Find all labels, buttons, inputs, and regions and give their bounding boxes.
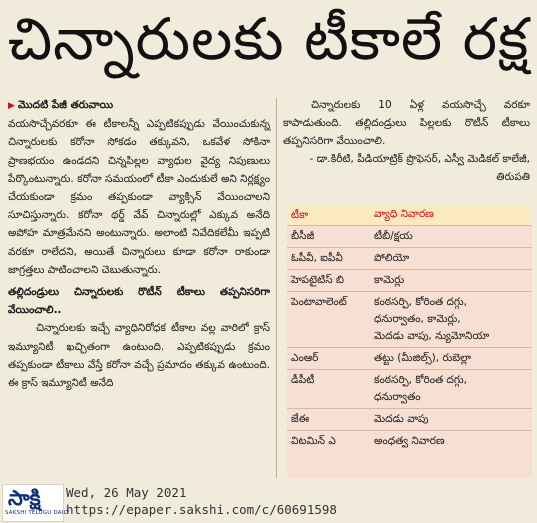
vaccine-cell: విటమిన్ ఎ: [291, 435, 336, 447]
vaccine-cell: డీపీటీ: [291, 374, 315, 386]
vaccine-cell: హెపటైటిస్ బి: [291, 274, 345, 286]
table-row: [287, 247, 532, 269]
table-header: [287, 206, 532, 225]
disease-cell: [370, 226, 532, 247]
kicker: [8, 96, 270, 115]
body-paragraph-1: వయసొచ్చేవరకూ ఈ టీకాలన్నీ ఎప్పటికప్పుడు వేయించుకున్న చిన్నారులకు కరోనా సోకడం తక్కువని, ఒకవేళ సోకినా ప్రాణభయం ఉండదని చిన్నపిల్లల వ్యాధుల వైద్య నిపుణులు పేర్కొంటున్నారు. కరోనా సమయంలో టీకా ఎందుకులే అని నిర్లక్ష్యం చేయకుండా క్రమం తప్పకుండా వ్యాక్సిన్ వేయించాలని సూచిస్తున్నారు. కరోనా థర్డ్ వేవ్ చిన్నారుల్లో ఎక్కువ అనేది అపోహ మాత్రమేనని అంటున్నారు. అలాంటి నివేదికలేమీ ఇప్పటి వరకూ రాలేదని, అయితే చిన్నారులు కూడా కరోనా రాకుండా జాగ్రత్తలు పాటించాలని చెబుతున్నారు.: [8, 118, 270, 276]
table-row: [287, 430, 532, 452]
body-paragraph-3: చిన్నారులకు 10 ఏళ్ల వయసొచ్చే వరకూ కాపాడుతుంది. తల్లిదండ్రులు పిల్లలకు రొటీన్ టీకాలు తప్పనిసరిగా వేయించాలి.: [283, 99, 530, 147]
vaccine-cell: పెంటావాలెంట్: [291, 296, 347, 308]
disease-line: అంధత్వ నివారణ: [374, 435, 445, 447]
disease-line: ధనుర్వాతం: [374, 391, 421, 403]
disease-line: పోలియో: [374, 252, 410, 264]
byline: - డా.కిరీటి, పీడియాట్రిక్ ప్రొఫెసర్, ఎస్వీ మెడికల్ కాలేజీ, తిరుపతి: [309, 153, 530, 183]
vaccine-cell: ఓపీవీ, ఐపీవీ: [291, 252, 343, 264]
disease-line: తట్టు (మీజిల్స్), రుబెల్లా: [374, 352, 472, 364]
sakshi-logo: సాక్షి: [8, 486, 41, 510]
disease-line: కంఠసర్పి, కోరింత దగ్గు,: [374, 296, 468, 308]
column-divider: [276, 98, 277, 478]
epaper-link[interactable]: https://epaper.sakshi.com/c/60691598: [66, 502, 337, 517]
disease-cell: [370, 248, 532, 269]
disease-line: టీబీ/క్షయ: [374, 230, 413, 242]
right-column: [283, 96, 530, 186]
disease-cell: [370, 431, 532, 452]
kicker-text: మొదటి పేజీ తరువాయి: [17, 99, 114, 111]
disease-line: మెదడు వాపు: [374, 413, 429, 425]
table-row: [287, 291, 532, 347]
triangle-bullet-icon: ▶: [8, 101, 15, 111]
table-row: [287, 408, 532, 430]
disease-cell: [370, 292, 532, 347]
table-row: [287, 369, 532, 408]
disease-line: కామెర్లు: [374, 274, 405, 286]
table-row: [287, 225, 532, 247]
disease-line: మెదడు వాపు, న్యుమోనియా: [374, 330, 490, 342]
vaccine-table: [287, 206, 532, 478]
vaccine-cell: ఎంఆర్: [291, 352, 319, 364]
headline: చిన్నారులకు టీకాలే రక్ష: [7, 4, 530, 73]
disease-cell: [370, 348, 532, 369]
disease-line: కంఠసర్పి, కోరింత దగ్గు,: [374, 374, 468, 386]
disease-cell: [370, 409, 532, 430]
subheading: తల్లిదండ్రులు చిన్నారులకు రొటీన్ టీకాలు తప్పనిసరిగా వేయించాలి..: [8, 286, 270, 317]
table-row: [287, 347, 532, 369]
body-paragraph-2: చిన్నారులకు ఇచ్చే వ్యాధినిరోధక టీకాల వల్ల వారిలో క్రాస్ ఇమ్యూనిటీ ఖచ్చితంగా ఉంటుంది. ఎప్పటికప్పుడు క్రమం తప్పకుండా టీకాలు వేస్తే కరోనా వచ్చే ప్రమాదం తక్కువ ఉంటుంది. ఈ క్రాస్ ఇమ్యూనిటీ అనేది: [8, 322, 270, 390]
edition-date: Wed, 26 May 2021: [66, 485, 187, 500]
header-disease: వ్యాధి నివారణ: [374, 208, 434, 220]
logo-subtitle: SAKSHI TELUGU DAILY: [5, 510, 70, 516]
left-column: [8, 96, 270, 478]
table-row: [287, 269, 532, 291]
header-vaccine: టీకా: [291, 209, 309, 221]
disease-cell: [370, 270, 532, 291]
disease-cell: [370, 370, 532, 408]
vaccine-cell: జేఈ: [291, 413, 310, 425]
disease-line: ధనుర్వాతం, కామెర్లు,: [374, 313, 461, 325]
vaccine-cell: బీసీజీ: [291, 230, 315, 242]
